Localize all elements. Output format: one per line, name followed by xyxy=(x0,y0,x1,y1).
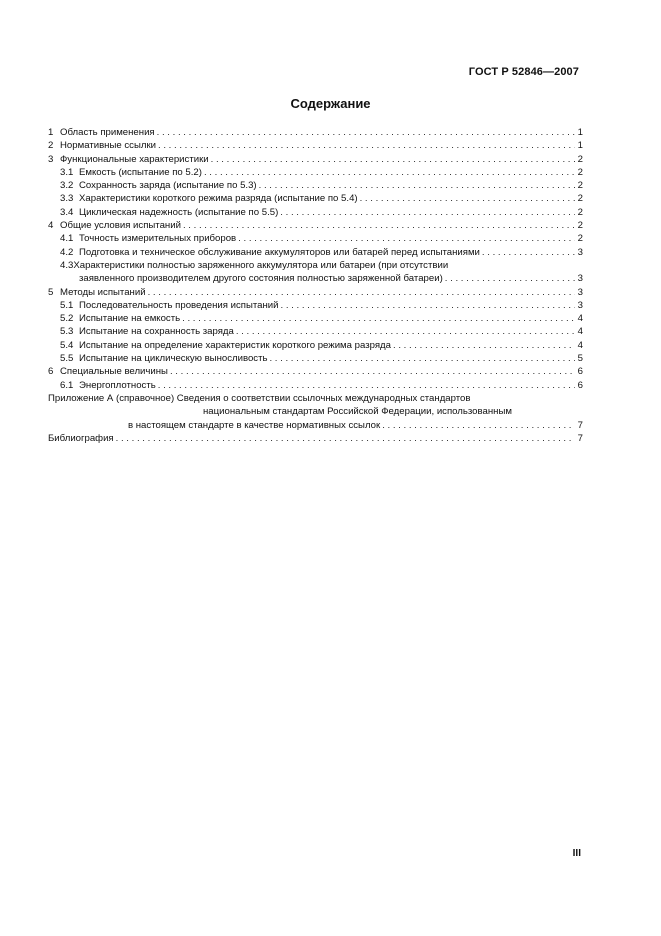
toc-entry-page: 6 xyxy=(577,379,583,391)
toc-entry-title: Область применения xyxy=(60,127,155,138)
toc-entry-title-continuation: заявленного производителем другого состояния полностью заряженной батареи) xyxy=(79,273,443,285)
toc-annex-a-line2: национальным стандартам Российской Федерации, использованным xyxy=(203,406,512,418)
toc-entry-number: 4.3 xyxy=(60,259,74,271)
toc-entry-5-4[interactable] xyxy=(48,339,583,352)
toc-entry-page: 3 xyxy=(577,246,583,258)
toc-entry-title: Специальные величины xyxy=(60,366,168,378)
toc-entry-5-2[interactable] xyxy=(48,312,583,325)
toc-entry-page: 5 xyxy=(577,353,583,365)
toc-entry-title: Функциональные характеристики xyxy=(60,153,209,165)
toc-entry-title: Точность измерительных приборов xyxy=(79,233,237,245)
toc-entry-page: 2 xyxy=(577,180,583,192)
toc-entry-6-1[interactable] xyxy=(48,379,583,392)
dot-leader xyxy=(482,246,575,259)
toc-entry-4-3-continuation[interactable] xyxy=(48,272,583,285)
toc-entry-number: 6 xyxy=(48,366,54,378)
dot-leader xyxy=(157,126,575,139)
toc-entry-title: Емкость (испытание по 5.2) xyxy=(79,166,202,178)
toc-entry-3-1[interactable] xyxy=(48,166,583,179)
toc-entry-3-4[interactable] xyxy=(48,206,583,219)
page-number-roman: III xyxy=(572,848,581,859)
toc-entry-number: 2 xyxy=(48,140,54,152)
toc-entry-3-2[interactable] xyxy=(48,179,583,192)
toc-entry-number: 5.2 xyxy=(60,313,74,325)
dot-leader xyxy=(360,192,575,205)
toc-entry-page: 2 xyxy=(577,153,583,165)
toc-entry-number: 3.1 xyxy=(60,166,74,178)
toc-entry-5-5[interactable] xyxy=(48,352,583,365)
dot-leader xyxy=(148,286,575,299)
toc-entry-4[interactable] xyxy=(48,219,583,232)
toc-entry-page: 3 xyxy=(577,273,583,285)
dot-leader xyxy=(445,272,575,285)
toc-entry-number: 3.4 xyxy=(60,206,74,218)
document-code: ГОСТ Р 52846—2007 xyxy=(468,66,579,78)
toc-entry-3[interactable] xyxy=(48,153,583,166)
toc-annex-a[interactable]: Приложение А (справочное) Сведения о соответствии ссылочных международных стандартов xyxy=(48,392,471,404)
toc-entry-title: Последовательность проведения испытаний xyxy=(79,299,279,311)
toc-annex-a-line3[interactable] xyxy=(48,419,583,432)
toc-entry-page: 4 xyxy=(577,326,583,338)
toc-entry-number: 5.3 xyxy=(60,326,74,338)
toc-entry-5-1[interactable] xyxy=(48,299,583,312)
toc-entry-number: 5.4 xyxy=(60,339,74,351)
toc-entry-number: 3.3 xyxy=(60,193,74,205)
dot-leader xyxy=(116,432,575,445)
toc-entry-number: 5.5 xyxy=(60,353,74,365)
toc-title: Содержание xyxy=(290,96,371,111)
toc-entry-page: 7 xyxy=(577,419,583,431)
toc-entry-5[interactable] xyxy=(48,286,583,299)
dot-leader xyxy=(211,153,575,166)
toc-entry-title: Подготовка и техническое обслуживание аккумуляторов или батарей перед испытаниями xyxy=(79,246,480,258)
toc-entry-number: 5 xyxy=(48,286,54,298)
dot-leader xyxy=(280,206,575,219)
toc-entry-page: 2 xyxy=(577,166,583,178)
dot-leader xyxy=(382,419,575,432)
dot-leader xyxy=(182,312,575,325)
toc-entry-4-1[interactable] xyxy=(48,232,583,245)
toc-entry-1[interactable] xyxy=(48,126,583,139)
toc-entry-6[interactable] xyxy=(48,365,583,378)
toc-entry-number: 6.1 xyxy=(60,379,74,391)
toc-entry-page: 6 xyxy=(577,366,583,378)
dot-leader xyxy=(183,219,575,232)
toc-entry-page: 3 xyxy=(577,286,583,298)
toc-entry-5-3[interactable] xyxy=(48,325,583,338)
toc-entry-title: Энергоплотность xyxy=(79,379,156,391)
toc-entry-4-2[interactable] xyxy=(48,246,583,259)
toc-entry-page: 7 xyxy=(577,432,583,444)
toc-entry-3-3[interactable] xyxy=(48,192,583,205)
toc-entry-page: 2 xyxy=(577,193,583,205)
toc-bibliography[interactable] xyxy=(48,432,583,445)
toc-annex-title-continuation: в настоящем стандарте в качестве нормативных ссылок xyxy=(128,419,381,431)
toc-entry-title: Испытание на сохранность заряда xyxy=(79,326,234,338)
toc-entry-number: 3 xyxy=(48,153,54,165)
dot-leader xyxy=(236,325,575,338)
dot-leader xyxy=(269,352,575,365)
dot-leader xyxy=(170,365,575,378)
toc-entry-page: 4 xyxy=(577,339,583,351)
toc-entry-page: 3 xyxy=(577,299,583,311)
toc-entry-number: 5.1 xyxy=(60,299,74,311)
toc-entry-title: Нормативные ссылки xyxy=(60,140,157,152)
toc-entry-number: 4.2 xyxy=(60,246,74,258)
toc-entry-title: Испытание на циклическую выносливость xyxy=(79,353,268,365)
toc-entry-number: 1 xyxy=(48,127,54,138)
toc-entry-number: 4 xyxy=(48,220,54,232)
toc-entry-4-3[interactable] xyxy=(48,259,583,272)
toc-entry-page: 1 xyxy=(577,140,583,152)
toc-entry-title: Библиография xyxy=(48,432,114,444)
toc-entry-title: Испытание на емкость xyxy=(79,313,181,325)
dot-leader xyxy=(238,232,575,245)
dot-leader xyxy=(158,379,575,392)
toc-entry-page: 2 xyxy=(577,220,583,232)
dot-leader xyxy=(393,339,575,352)
toc-entry-title: Сохранность заряда (испытание по 5.3) xyxy=(79,180,257,192)
toc-entry-2[interactable] xyxy=(48,139,583,152)
toc-entry-title: Характеристики полностью заряженного аккумулятора или батареи (при отсутствии xyxy=(73,259,449,271)
toc-entry-title: Характеристики короткого режима разряда (испытание по 5.4) xyxy=(79,193,358,205)
toc-entry-title: Испытание на определение характеристик короткого режима разряда xyxy=(79,339,391,351)
table-of-contents xyxy=(48,126,583,445)
toc-entry-page: 4 xyxy=(577,313,583,325)
toc-entry-page: 2 xyxy=(577,233,583,245)
toc-entry-title: Методы испытаний xyxy=(60,286,146,298)
toc-entry-title: Общие условия испытаний xyxy=(60,220,181,232)
dot-leader xyxy=(204,166,575,179)
dot-leader xyxy=(281,299,575,312)
dot-leader xyxy=(158,139,575,152)
toc-entry-number: 3.2 xyxy=(60,180,74,192)
toc-entry-title: Циклическая надежность (испытание по 5.5) xyxy=(79,206,279,218)
dot-leader xyxy=(259,179,575,192)
toc-entry-number: 4.1 xyxy=(60,233,74,245)
toc-entry-page: 1 xyxy=(577,127,583,138)
toc-entry-page: 2 xyxy=(577,206,583,218)
